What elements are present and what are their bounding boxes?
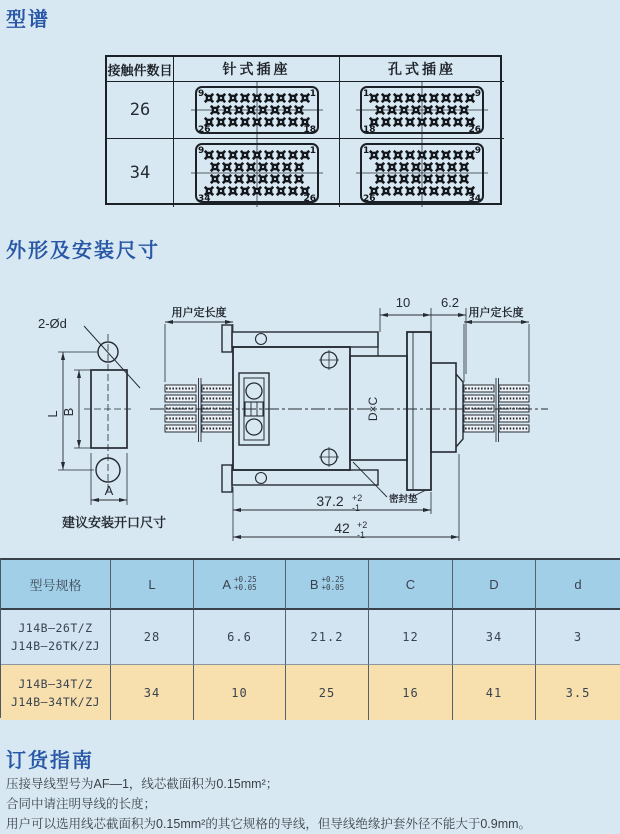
table-row-model-26: J14B—26T/Z J14B—26TK/ZJ — [1, 610, 111, 665]
hole-callout-label: 2-Ød — [38, 316, 67, 331]
svg-text:1: 1 — [309, 89, 316, 99]
ordering-title: 订货指南 — [6, 750, 94, 772]
cell-26-C: 12 — [369, 610, 453, 665]
cell-34-L: 34 — [111, 665, 194, 720]
cell-34-A: 10 — [194, 665, 286, 720]
dimension-table — [0, 558, 620, 718]
svg-text:9: 9 — [197, 146, 204, 156]
ordering-line-2: 合同中请注明导线的长度； — [6, 797, 157, 811]
cutout-caption: 建议安装开口尺寸 — [62, 515, 167, 530]
cell-26-L: 28 — [111, 610, 194, 665]
svg-text:9: 9 — [474, 89, 481, 99]
col-header-contact-count: 接触件数目 — [107, 57, 174, 82]
dim-6-2-label: 6.2 — [440, 295, 460, 310]
dim-42-tol-plus: +2 — [357, 520, 368, 530]
dim-37-2-tol-minus: -1 — [352, 503, 361, 513]
cell-34-d: 3.5 — [536, 665, 620, 720]
cell-26-A: 6.6 — [194, 610, 286, 665]
contact-count-34: 34 — [107, 139, 174, 207]
dim-col-C: C — [369, 560, 453, 610]
svg-text:26: 26 — [468, 125, 481, 135]
dim-col-B: B +0.25 +0.05 — [286, 560, 369, 610]
table-row-model-34: J14B—34T/Z J14B—34TK/ZJ — [1, 665, 111, 720]
contact-count-26: 26 — [107, 82, 174, 139]
type-spectrum-title: 型谱 — [6, 9, 50, 31]
svg-text:26: 26 — [197, 125, 211, 135]
svg-text:1: 1 — [363, 89, 370, 99]
dim-37-2-tol-plus: +2 — [352, 493, 363, 503]
dim-B-label: B — [61, 407, 76, 417]
panel-dim-label: D×C — [366, 396, 380, 422]
dimensions-title: 外形及安装尺寸 — [6, 240, 160, 262]
col-header-hole-socket: 孔式插座 — [340, 57, 504, 82]
ordering-line-3: 用户可以选用线芯截面积为0.15mm²的其它规格的导线，但导线绝缘护套外径不能大于0.9mm。 — [6, 817, 532, 831]
svg-text:26: 26 — [302, 194, 316, 204]
dim-col-model: 型号规格 — [1, 560, 111, 610]
svg-text:9: 9 — [197, 89, 204, 99]
cell-34-B: 25 — [286, 665, 369, 720]
plug-side-view — [150, 308, 548, 541]
col-header-pin-socket: 针式插座 — [174, 57, 340, 82]
socket-connector-diagram-34 — [340, 139, 504, 207]
dim-col-d: d — [536, 560, 620, 610]
dim-42-label: 42 — [334, 520, 350, 536]
cell-26-d: 3 — [536, 610, 620, 665]
cell-34-D: 41 — [453, 665, 536, 720]
outline-drawing — [0, 278, 620, 550]
svg-text:34: 34 — [197, 194, 211, 204]
dim-42-tol-minus: -1 — [357, 530, 366, 540]
socket-connector-diagram-26 — [340, 82, 504, 139]
dim-col-A: A +0.25 +0.05 — [194, 560, 286, 610]
type-spectrum-table — [105, 55, 502, 205]
user-length-left-label: 用户定长度 — [171, 307, 227, 319]
dim-L-label: L — [45, 410, 60, 418]
dim-A-label: A — [104, 483, 114, 498]
svg-text:18: 18 — [302, 125, 316, 135]
seal-label: 密封垫 — [389, 494, 418, 505]
dim-col-D: D — [453, 560, 536, 610]
cell-26-B: 21.2 — [286, 610, 369, 665]
svg-text:1: 1 — [363, 146, 370, 156]
ordering-guide-text — [6, 774, 616, 834]
svg-text:18: 18 — [363, 125, 376, 135]
pin-connector-diagram-34 — [174, 139, 340, 207]
user-length-right-label: 用户定长度 — [468, 307, 524, 319]
dim-col-L: L — [111, 560, 194, 610]
cell-26-D: 34 — [453, 610, 536, 665]
svg-text:26: 26 — [363, 194, 376, 204]
dim-37-2-label: 37.2 — [316, 493, 344, 509]
svg-text:9: 9 — [474, 146, 481, 156]
ordering-line-1: 压接导线型号为AF—1，线芯截面积为0.15mm²； — [6, 777, 279, 791]
cell-34-C: 16 — [369, 665, 453, 720]
pin-connector-diagram-26 — [174, 82, 340, 139]
svg-text:34: 34 — [468, 194, 481, 204]
svg-text:1: 1 — [309, 146, 316, 156]
dim-10-label: 10 — [395, 295, 411, 310]
